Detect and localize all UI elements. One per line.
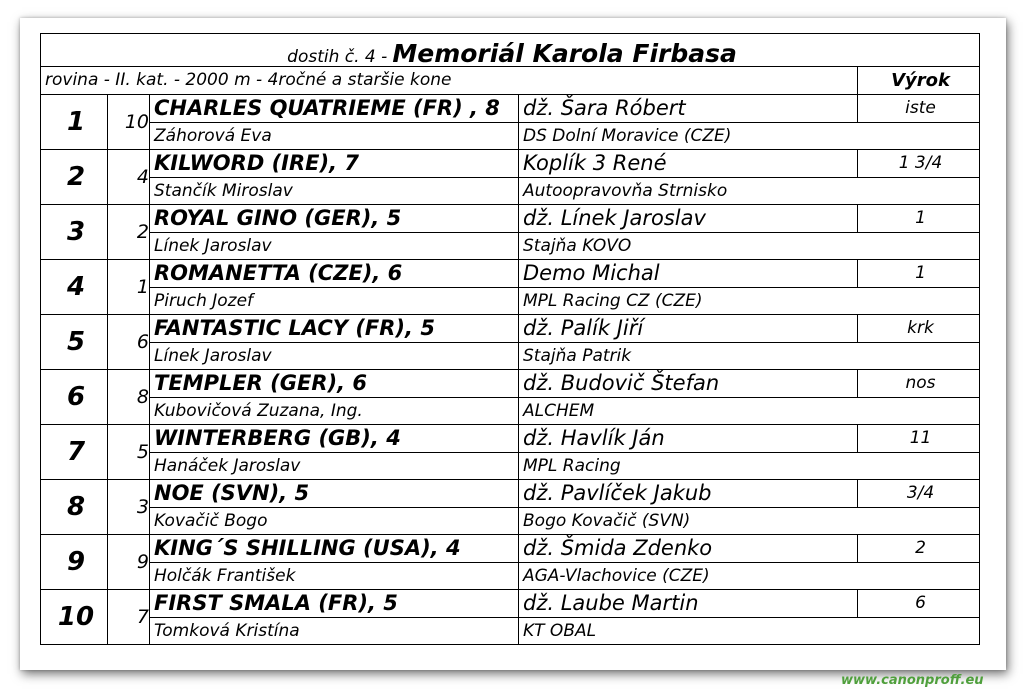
place-number: 5 xyxy=(41,315,108,370)
jockey-name: dž. Pavlíček Jakub xyxy=(519,480,858,508)
result-row xyxy=(41,315,980,343)
place-number: 2 xyxy=(41,150,108,205)
result-row xyxy=(41,95,980,123)
result-row-details xyxy=(41,123,980,150)
race-info-row xyxy=(41,67,980,95)
distance-verdict: nos xyxy=(858,370,980,398)
place-number: 8 xyxy=(41,480,108,535)
jockey-name: dž. Budovič Štefan xyxy=(519,370,858,398)
distance-verdict: 1 xyxy=(858,260,980,288)
distance-verdict: 1 xyxy=(858,205,980,233)
place-number: 7 xyxy=(41,425,108,480)
owner-name: MPL Racing xyxy=(519,453,980,480)
watermark: www.canonproff.eu xyxy=(841,673,984,688)
owner-name: Bogo Kovačič (SVN) xyxy=(519,508,980,535)
trainer-name: Záhorová Eva xyxy=(150,123,519,150)
result-row-details xyxy=(41,398,980,425)
jockey-name: dž. Havlík Ján xyxy=(519,425,858,453)
owner-name: Stajňa Patrik xyxy=(519,343,980,370)
start-number: 10 xyxy=(108,95,150,150)
trainer-name: Holčák František xyxy=(150,563,519,590)
result-row xyxy=(41,535,980,563)
horse-name: FANTASTIC LACY (FR), 5 xyxy=(150,315,519,343)
horse-name: ROMANETTA (CZE), 6 xyxy=(150,260,519,288)
horse-name: FIRST SMALA (FR), 5 xyxy=(150,590,519,618)
distance-verdict: 6 xyxy=(858,590,980,618)
trainer-name: Kovačič Bogo xyxy=(150,508,519,535)
place-number: 4 xyxy=(41,260,108,315)
jockey-name: dž. Laube Martin xyxy=(519,590,858,618)
place-number: 6 xyxy=(41,370,108,425)
distance-verdict: 2 xyxy=(858,535,980,563)
jockey-name: dž. Palík Jiří xyxy=(519,315,858,343)
result-row xyxy=(41,370,980,398)
distance-verdict: 11 xyxy=(858,425,980,453)
results-table xyxy=(40,33,980,645)
trainer-name: Kubovičová Zuzana, Ing. xyxy=(150,398,519,425)
trainer-name: Línek Jaroslav xyxy=(150,233,519,260)
jockey-name: dž. Šmida Zdenko xyxy=(519,535,858,563)
result-row xyxy=(41,150,980,178)
place-number: 9 xyxy=(41,535,108,590)
horse-name: CHARLES QUATRIEME (FR) , 8 xyxy=(150,95,519,123)
trainer-name: Piruch Jozef xyxy=(150,288,519,315)
race-number-label: dostih č. 4 - xyxy=(287,47,388,67)
owner-name: Stajňa KOVO xyxy=(519,233,980,260)
start-number: 7 xyxy=(108,590,150,645)
race-info: rovina - II. kat. - 2000 m - 4ročné a staršie kone xyxy=(41,67,858,95)
start-number: 1 xyxy=(108,260,150,315)
start-number: 8 xyxy=(108,370,150,425)
vyrok-header: Výrok xyxy=(858,67,980,95)
result-row xyxy=(41,260,980,288)
result-row-details xyxy=(41,508,980,535)
owner-name: KT OBAL xyxy=(519,618,980,645)
place-number: 3 xyxy=(41,205,108,260)
horse-name: ROYAL GINO (GER), 5 xyxy=(150,205,519,233)
trainer-name: Hanáček Jaroslav xyxy=(150,453,519,480)
result-row xyxy=(41,480,980,508)
race-name: Memoriál Karola Firbasa xyxy=(392,39,737,67)
horse-name: NOE (SVN), 5 xyxy=(150,480,519,508)
horse-name: KING´S SHILLING (USA), 4 xyxy=(150,535,519,563)
distance-verdict: 3/4 xyxy=(858,480,980,508)
owner-name: ALCHEM xyxy=(519,398,980,425)
place-number: 10 xyxy=(41,590,108,645)
start-number: 4 xyxy=(108,150,150,205)
start-number: 6 xyxy=(108,315,150,370)
horse-name: WINTERBERG (GB), 4 xyxy=(150,425,519,453)
result-row xyxy=(41,205,980,233)
owner-name: AGA-Vlachovice (CZE) xyxy=(519,563,980,590)
distance-verdict: iste xyxy=(858,95,980,123)
result-row-details xyxy=(41,563,980,590)
result-row-details xyxy=(41,233,980,260)
result-row-details xyxy=(41,618,980,645)
race-title xyxy=(41,34,980,67)
horse-name: TEMPLER (GER), 6 xyxy=(150,370,519,398)
jockey-name: dž. Šara Róbert xyxy=(519,95,858,123)
trainer-name: Línek Jaroslav xyxy=(150,343,519,370)
distance-verdict: 1 3/4 xyxy=(858,150,980,178)
jockey-name: dž. Línek Jaroslav xyxy=(519,205,858,233)
owner-name: DS Dolní Moravice (CZE) xyxy=(519,123,980,150)
owner-name: Autoopravovňa Strnisko xyxy=(519,178,980,205)
start-number: 5 xyxy=(108,425,150,480)
trainer-name: Stančík Miroslav xyxy=(150,178,519,205)
result-row-details xyxy=(41,288,980,315)
start-number: 3 xyxy=(108,480,150,535)
distance-verdict: krk xyxy=(858,315,980,343)
start-number: 9 xyxy=(108,535,150,590)
trainer-name: Tomková Kristína xyxy=(150,618,519,645)
horse-name: KILWORD (IRE), 7 xyxy=(150,150,519,178)
result-row-details xyxy=(41,178,980,205)
jockey-name: Koplík 3 René xyxy=(519,150,858,178)
result-row xyxy=(41,590,980,618)
race-title-row xyxy=(41,34,980,67)
result-row-details xyxy=(41,343,980,370)
owner-name: MPL Racing CZ (CZE) xyxy=(519,288,980,315)
jockey-name: Demo Michal xyxy=(519,260,858,288)
result-row-details xyxy=(41,453,980,480)
start-number: 2 xyxy=(108,205,150,260)
result-row xyxy=(41,425,980,453)
place-number: 1 xyxy=(41,95,108,150)
